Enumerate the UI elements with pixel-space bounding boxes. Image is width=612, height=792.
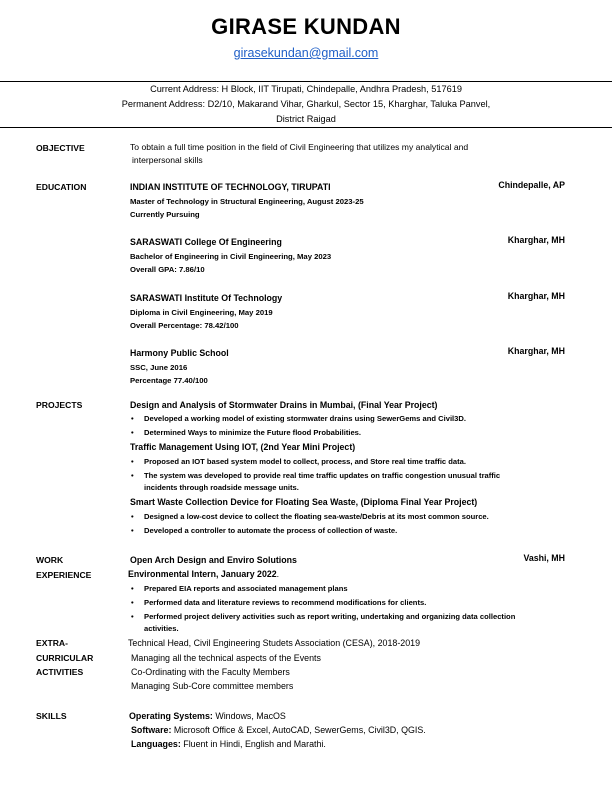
section-label-work: WORK EXPERIENCE bbox=[36, 555, 92, 580]
education-degree: SSC, June 2016 bbox=[130, 363, 188, 372]
education-degree: Bachelor of Engineering in Civil Engineering, May 2023 bbox=[130, 252, 332, 261]
objective-line-2: interpersonal skills bbox=[132, 155, 203, 165]
current-address: Current Address: H Block, IIT Tirupati, Chindepalle, Andhra Pradesh, 517619 bbox=[150, 84, 462, 94]
education-detail: Percentage 77.40/100 bbox=[130, 376, 208, 385]
education-institution: SARASWATI College Of Engineering bbox=[130, 237, 282, 247]
education-degree: Master of Technology in Structural Engineering, August 2023-25 bbox=[130, 197, 364, 206]
section-label-objective: OBJECTIVE bbox=[36, 143, 85, 153]
project-bullet: • Designed a low-cost device to collect the floating sea-waste/Debris at its most common source. bbox=[131, 512, 489, 521]
activity-line: Managing Sub-Core committee members bbox=[131, 681, 294, 691]
candidate-name: GIRASE KUNDAN bbox=[211, 14, 401, 39]
project-title: Smart Waste Collection Device for Floating Sea Waste, (Diploma Final Year Project) bbox=[130, 497, 478, 507]
skill-languages: Languages: Fluent in Hindi, English and Marathi. bbox=[131, 739, 326, 749]
work-bullet: • Prepared EIA reports and associated management plans bbox=[131, 584, 348, 593]
education-location: Kharghar, MH bbox=[507, 235, 565, 245]
bullet-icon: • bbox=[131, 428, 134, 437]
section-label-projects: PROJECTS bbox=[36, 400, 83, 410]
education-institution: INDIAN INSTITUTE OF TECHNOLOGY, TIRUPATI bbox=[130, 182, 331, 192]
education-detail: Overall GPA: 7.86/10 bbox=[130, 265, 205, 274]
skill-operating-systems: Operating Systems: Windows, MacOS bbox=[129, 711, 286, 721]
bullet-icon: • bbox=[131, 526, 134, 535]
permanent-address-cont: District Raigad bbox=[276, 114, 336, 124]
bullet-icon: • bbox=[131, 512, 134, 521]
permanent-address: Permanent Address: D2/10, Makarand Vihar, Gharkul, Sector 15, Kharghar, Taluka Panvel, bbox=[121, 99, 491, 109]
project-title: Traffic Management Using IOT, (2nd Year Mini Project) bbox=[130, 442, 356, 452]
skill-software: Software: Microsoft Office & Excel, AutoCAD, SewerGems, Civil3D, QGIS. bbox=[131, 725, 426, 735]
project-bullet: • The system was developed to provide real time traffic updates on traffic congestion unusual traffic incidents through roadside message units. bbox=[131, 471, 501, 492]
education-location: Kharghar, MH bbox=[507, 346, 565, 356]
section-label-extracurricular: EXTRA- CURRICULAR ACTIVITIES bbox=[36, 638, 94, 677]
education-detail: Overall Percentage: 78.42/100 bbox=[130, 321, 239, 330]
bullet-icon: • bbox=[131, 457, 134, 466]
work-location: Vashi, MH bbox=[523, 553, 565, 563]
section-label-education: EDUCATION bbox=[36, 182, 87, 192]
bullet-icon: • bbox=[131, 598, 134, 607]
project-bullet: • Developed a working model of existing stormwater drains using SewerGems and Civil3D. bbox=[131, 414, 466, 423]
education-location: Kharghar, MH bbox=[507, 291, 565, 301]
project-bullet: • Proposed an IOT based system model to collect, process, and Store real time traffic data. bbox=[131, 457, 466, 466]
bullet-icon: • bbox=[131, 584, 134, 593]
education-institution: Harmony Public School bbox=[130, 348, 229, 358]
bullet-icon: • bbox=[131, 414, 134, 423]
work-company: Open Arch Design and Enviro Solutions bbox=[130, 555, 297, 565]
project-bullet: • Developed a controller to automate the process of collection of waste. bbox=[131, 526, 398, 535]
email-link[interactable]: girasekundan@gmail.com bbox=[233, 46, 379, 60]
section-label-skills: SKILLS bbox=[36, 711, 67, 721]
project-bullet: • Determined Ways to minimize the Future flood Probabilities. bbox=[131, 428, 362, 437]
activity-line: Technical Head, Civil Engineering Studets Association (CESA), 2018-2019 bbox=[128, 638, 421, 648]
work-bullet: • Performed project delivery activities such as report writing, undertaking and organizing data collection activities. bbox=[131, 612, 516, 633]
objective-line-1: To obtain a full time position in the field of Civil Engineering that utilizes my analytical and bbox=[130, 142, 469, 152]
header-divider-bottom bbox=[0, 127, 612, 128]
work-role: Environmental Intern, January 2022. bbox=[128, 569, 280, 579]
education-location: Chindepalle, AP bbox=[498, 180, 565, 190]
bullet-icon: • bbox=[131, 471, 134, 480]
project-title: Design and Analysis of Stormwater Drains in Mumbai, (Final Year Project) bbox=[130, 400, 438, 410]
bullet-icon: • bbox=[131, 612, 134, 621]
education-institution: SARASWATI Institute Of Technology bbox=[130, 293, 283, 303]
work-bullet: • Performed data and literature reviews to recommend modifications for clients. bbox=[131, 598, 427, 607]
education-detail: Currently Pursuing bbox=[130, 210, 200, 219]
education-degree: Diploma in Civil Engineering, May 2019 bbox=[130, 308, 273, 317]
activity-line: Co-Ordinating with the Faculty Members bbox=[131, 667, 290, 677]
objective-text bbox=[130, 141, 550, 167]
activity-line: Managing all the technical aspects of the Events bbox=[131, 653, 321, 663]
